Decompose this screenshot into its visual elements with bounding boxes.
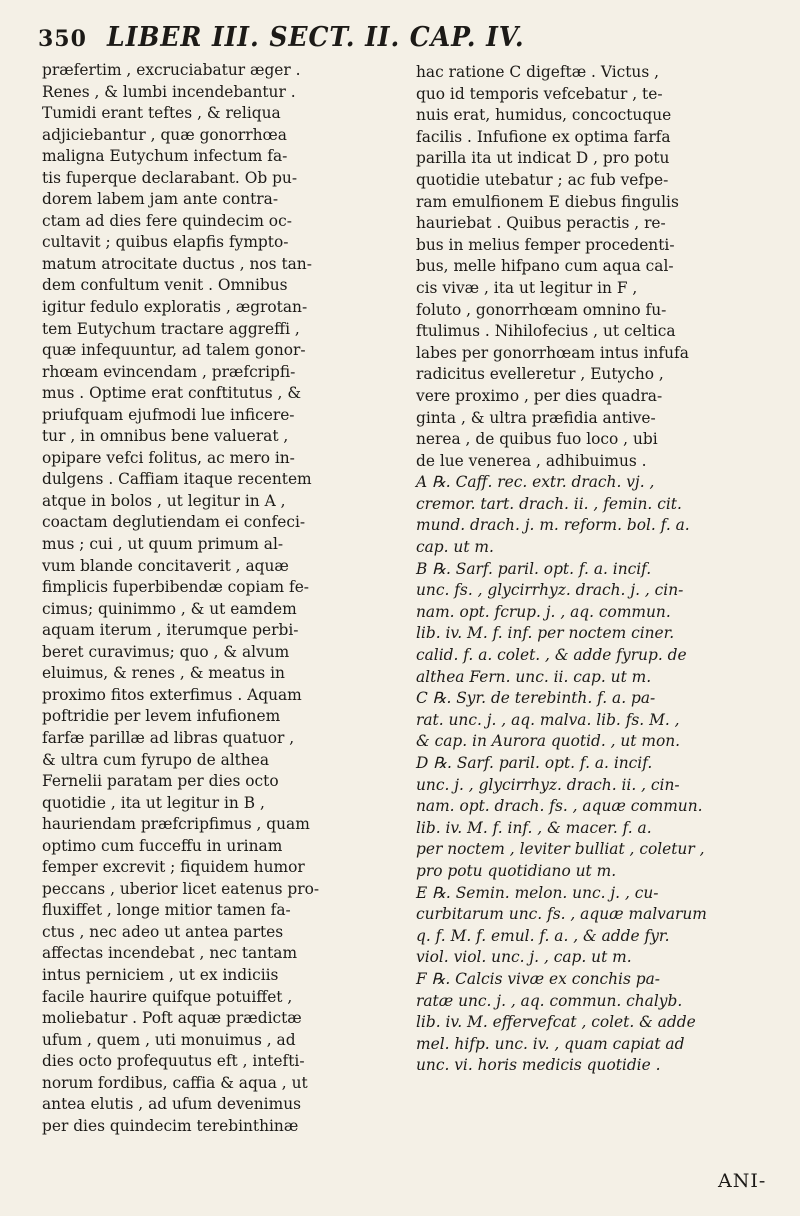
left-column-line: ufum , quem , uti monuimus , ad [42,1030,296,1049]
left-column-line: farfæ parillæ ad libras quatuor , [42,728,295,747]
recipe-line: cap. ut m. [416,538,494,557]
recipe-line: E ℞. Semin. melon. unc. j. , cu- [416,883,659,902]
recipe-line: nam. opt. fcrup. j. , aq. commun. [416,602,671,621]
left-column-line: eluimus, & renes , & meatus in [42,664,285,683]
right-column [416,62,776,1077]
left-column-line: & ultra cum fyrupo de althea [42,750,270,769]
left-column-line: igitur fedulo exploratis , ægrotan- [42,298,308,317]
running-header [38,22,768,62]
recipe-line: viol. viol. unc. j. , cap. ut m. [416,948,632,967]
right-column-line: parilla ita ut indicat D , pro potu [416,149,670,168]
left-column-line: poftridie per levem infufionem [42,707,281,726]
left-column [42,60,394,1137]
left-column-line: tur , in omnibus bene valuerat , [42,427,289,446]
recipe-line: unc. vi. horis medicis quotidie . [416,1056,661,1075]
right-column-line: ram emulfionem E diebus fingulis [416,192,679,211]
right-column-line: quo id temporis vefcebatur , te- [416,84,663,103]
right-column-line: labes per gonorrhœam intus infufa [416,343,689,362]
left-column-line: cultavit ; quibus elapfis fympto- [42,233,289,252]
left-column-line: optimo cum fucceffu in urinam [42,836,283,855]
left-column-line: rhœam evincendam , præfcripfi- [42,362,296,381]
left-column-line: dulgens . Caffiam itaque recentem [42,470,312,489]
recipe-line: F ℞. Calcis vivæ ex conchis pa- [416,969,660,988]
right-column-line: hauriebat . Quibus peractis , re- [416,214,666,233]
left-column-line: cimus; quinimmo , & ut eamdem [42,599,297,618]
left-column-line: maligna Eutychum infectum fa- [42,147,288,166]
left-column-line: Renes , & lumbi incendebantur . [42,82,296,101]
left-column-line: facile haurire quifque potuiffet , [42,987,293,1006]
recipe-line: ratæ unc. j. , aq. commun. chalyb. [416,991,683,1010]
left-column-line: dies octo profequutus eft , intefti- [42,1052,305,1071]
right-column-line: de lue venerea , adhibuimus . [416,451,647,470]
left-column-line: quæ infequuntur, ad talem gonor- [42,341,306,360]
right-column-line: vere proximo , per dies quadra- [416,386,663,405]
right-column-line: radicitus evelleretur , Eutycho , [416,365,664,384]
running-title: LIBER III. SECT. II. CAP. IV. [107,22,525,53]
left-column-line: mus . Optime erat conftitutus , & [42,384,302,403]
left-column-line: ctus , nec adeo ut antea partes [42,922,284,941]
recipe-line: curbitarum unc. fs. , aquæ malvarum [416,905,707,924]
left-column-line: Fernelii paratam per dies octo [42,772,279,791]
recipe-line: A ℞. Caff. rec. extr. drach. vj. , [416,473,655,492]
left-column-line: aquam iterum , iterumque perbi- [42,621,299,640]
right-column-line: facilis . Infufione ex optima farfa [416,127,671,146]
right-column-line: foluto , gonorrhœam omnino fu- [416,300,667,319]
left-column-line: matum atrocitate ductus , nos tan- [42,254,312,273]
left-column-line: intus perniciem , ut ex indiciis [42,965,279,984]
recipe-line: pro potu quotidiano ut m. [416,861,617,880]
left-column-line: ctam ad dies fere quindecim oc- [42,211,292,230]
recipe-line: D ℞. Sarf. paril. opt. f. a. incif. [416,754,653,772]
left-column-line: peccans , uberior licet eatenus pro- [42,879,320,898]
recipe-line: C ℞. Syr. de terebinth. f. a. pa- [416,689,656,708]
left-column-line: opipare vefci folitus, ac mero in- [42,448,295,467]
left-column-line: proximo fitos exterfimus . Aquam [42,685,302,704]
catchword: ANI- [718,1170,767,1192]
left-column-line: vum blande concitaverit , aquæ [42,556,289,575]
right-column-line: nuis erat, humidus, concoctuque [416,106,672,125]
recipe-line: althea Fern. unc. ii. cap. ut m. [416,667,652,686]
right-column-line: cis vivæ , ita ut legitur in F , [416,278,638,297]
recipe-line: per noctem , leviter bulliat , coletur , [416,840,705,859]
recipe-line: calid. f. a. colet. , & adde fyrup. de [416,646,687,665]
left-column-line: mus ; cui , ut quum primum al- [42,535,284,554]
left-column-line: Tumidi erant teftes , & reliqua [42,104,281,123]
left-column-line: femper excrevit ; fiquidem humor [42,858,305,877]
left-column-line: fluxiffet , longe mitior tamen fa- [42,901,291,920]
left-column-line: per dies quindecim terebinthinæ [42,1116,299,1135]
recipe-line: nam. opt. drach. fs. , aquæ commun. [416,797,703,816]
left-column-line: beret curavimus; quo , & alvum [42,642,290,661]
recipe-line: q. f. M. f. emul. f. a. , & adde fyr. [416,926,670,945]
left-column-line: quotidie , ita ut legitur in B , [42,793,265,812]
recipe-line: mund. drach. j. m. reform. bol. f. a. [416,516,690,535]
left-column-line: tem Eutychum tractare aggreffi , [42,319,300,338]
right-column-line: nerea , de quibus fuo loco , ubi [416,430,658,449]
recipe-line: mel. hifp. unc. iv. , quam capiat ad [416,1034,685,1053]
left-column-line: hauriendam præfcripfimus , quam [42,815,310,834]
right-column-line: ftulimus . Nihilofecius , ut celtica [416,322,676,341]
recipe-line: & cap. in Aurora quotid. , ut mon. [416,732,681,751]
page-number: 350 [38,26,87,52]
recipe-line: lib. iv. M. f. inf. , & macer. f. a. [416,818,652,837]
right-column-line: quotidie utebatur ; ac fub vefpe- [416,170,669,189]
left-column-line: moliebatur . Poft aquæ prædictæ [42,1009,302,1028]
recipe-line: lib. iv. M. effervefcat , colet. & adde [416,1013,696,1032]
recipe-line: rat. unc. j. , aq. malva. lib. fs. M. , [416,710,680,729]
left-column-line: fimplicis fuperbibendæ copiam fe- [42,578,309,597]
right-column-line: ginta , & ultra præfidia antive- [416,408,656,427]
left-column-line: dem confultum venit . Omnibus [42,276,288,295]
left-column-line: præfertim , excruciabatur æger . [42,61,301,79]
left-column-line: dorem labem jam ante contra- [42,190,279,209]
left-column-line: norum fordibus, caffia & aqua , ut [42,1073,308,1092]
recipe-line: B ℞. Sarf. paril. opt. f. a. incif. [416,559,652,578]
recipe-line: cremor. tart. drach. ii. , femin. cit. [416,494,682,513]
left-column-line: antea elutis , ad ufum devenimus [42,1095,302,1114]
right-column-line: bus in melius femper procedenti- [416,235,675,254]
recipe-line: unc. j. , glycirrhyz. drach. ii. , cin- [416,775,680,794]
right-column-line: bus, melle hifpano cum aqua cal- [416,257,674,276]
left-column-line: coactam deglutiendam ei confeci- [42,513,306,532]
right-column-line: hac ratione C digeftæ . Victus , [416,63,660,81]
left-column-line: affectas incendebat , nec tantam [42,944,298,963]
left-column-line: atque in bolos , ut legitur in A , [42,491,286,510]
left-column-line: priufquam ejufmodi lue inficere- [42,405,295,424]
left-column-line: tis fuperque declarabant. Ob pu- [42,168,298,187]
left-column-line: adjiciebantur , quæ gonorrhœa [42,125,287,144]
recipe-line: unc. fs. , glycirrhyz. drach. j. , cin- [416,581,684,600]
recipe-line: lib. iv. M. f. inf. per noctem ciner. [416,624,675,643]
